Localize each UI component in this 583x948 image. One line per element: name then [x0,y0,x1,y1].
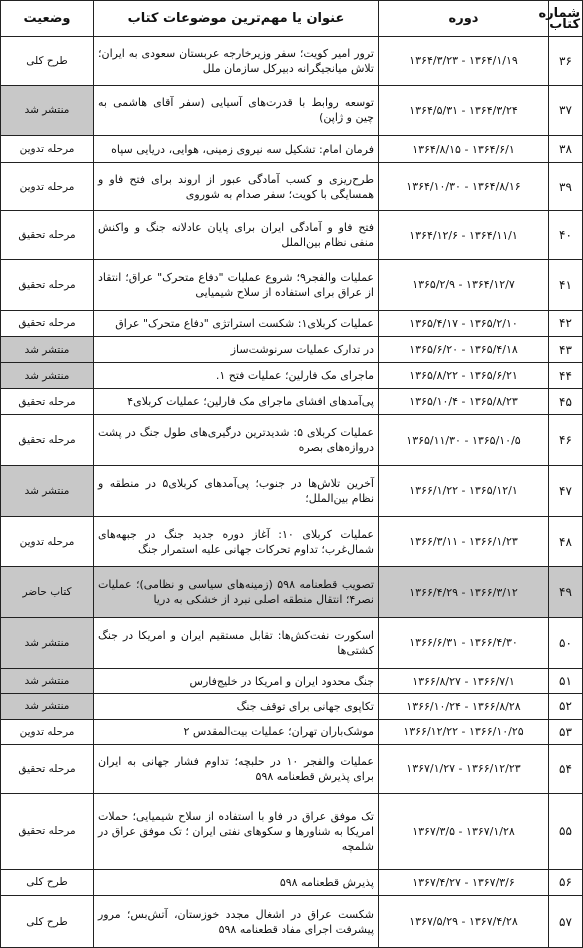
row-title: عملیات کربلای ۵: شدیدترین درگیری‌های طول جنگ در پشت دروازه‌های بصره [94,415,379,466]
row-title: ماجرای مک فارلین؛ عملیات فتح ۱. [94,363,379,388]
row-number: ۴۰ [549,211,583,260]
table-row [1,415,583,466]
row-period: ۱۳۶۶/۱۲/۲۳ - ۱۳۶۷/۱/۲۷ [379,744,549,793]
row-title: تکاپوی جهانی برای توقف جنگ [94,694,379,719]
table-row [1,85,583,136]
row-status: مرحله تدوین [1,136,94,162]
table-row [1,516,583,567]
row-title: عملیات والفجر ۱۰ در حلبچه؛ تداوم فشار جهانی به ایران برای پذیرش قطعنامه ۵۹۸ [94,744,379,793]
row-status: منتشر شد [1,618,94,669]
table-row [1,744,583,793]
row-number: ۴۵ [549,388,583,414]
row-status: مرحله تحقیق [1,744,94,793]
table-row [1,896,583,948]
row-status: طرح کلی [1,37,94,86]
row-period: ۱۳۶۵/۴/۱۸ - ۱۳۶۵/۶/۲۰ [379,337,549,363]
table-row [1,668,583,693]
row-title: پذیرش قطعنامه ۵۹۸ [94,869,379,895]
row-title: تصویب قطعنامه ۵۹۸ (زمینه‌های سیاسی و نظامی)؛ عملیات نصر۴؛ انتقال منطقه اصلی نبرد از خشکی به دریا [94,567,379,618]
row-period: ۱۳۶۵/۱۰/۵ - ۱۳۶۵/۱۱/۳۰ [379,415,549,466]
row-title: فرمان امام: تشکیل سه نیروی زمینی، هوایی، دریایی سپاه [94,136,379,162]
row-number: ۵۱ [549,668,583,693]
row-status: مرحله تحقیق [1,388,94,414]
row-number: ۵۰ [549,618,583,669]
row-number: ۳۹ [549,162,583,211]
row-title: تک موفق عراق در فاو با استفاده از سلاح شیمیایی؛ حملات امریکا به شناورها و سکوهای نفتی ایران ؛ تک موفق عراق در شلمچه [94,793,379,869]
row-number: ۴۳ [549,337,583,363]
row-number: ۴۱ [549,259,583,310]
row-number: ۴۶ [549,415,583,466]
row-period: ۱۳۶۵/۶/۲۱ - ۱۳۶۵/۸/۲۲ [379,363,549,388]
row-status: مرحله تدوین [1,516,94,567]
row-period: ۱۳۶۴/۳/۲۴ - ۱۳۶۴/۵/۳۱ [379,85,549,136]
row-status: مرحله تحقیق [1,211,94,260]
table-row [1,37,583,86]
row-status: مرحله تحقیق [1,793,94,869]
row-period: ۱۳۶۴/۶/۱ - ۱۳۶۴/۸/۱۵ [379,136,549,162]
row-title: عملیات والفجر۹؛ شروع عملیات "دفاع متحرک" عراق؛ انتقاد از عراق برای استفاده از سلاح شیمیایی [94,259,379,310]
table-row [1,465,583,516]
row-period: ۱۳۶۴/۱۲/۷ - ۱۳۶۵/۲/۹ [379,259,549,310]
header-number: شماره کتاب [549,1,583,37]
table-row [1,162,583,211]
row-title: آخرین تلاش‌ها در جنوب؛ پی‌آمدهای کربلای۵ در منطقه و نظام بین‌الملل؛ [94,465,379,516]
table-row [1,793,583,869]
row-period: ۱۳۶۵/۲/۱۰ - ۱۳۶۵/۴/۱۷ [379,310,549,336]
row-title: اسکورت نفت‌کش‌ها: تقابل مستقیم ایران و امریکا در جنگ کشتی‌ها [94,618,379,669]
row-title: عملیات کربلای ۱۰: آغاز دوره جدید جنگ در جبهه‌های شمال‌غرب؛ تداوم تحرکات جهانی علیه استمرار جنگ [94,516,379,567]
row-status: منتشر شد [1,694,94,719]
header-title: عنوان یا مهم‌ترین موضوعات کتاب [94,1,379,37]
row-period: ۱۳۶۶/۷/۱ - ۱۳۶۶/۸/۲۷ [379,668,549,693]
table-row [1,719,583,744]
row-period: ۱۳۶۴/۱۱/۱ - ۱۳۶۴/۱۲/۶ [379,211,549,260]
row-number: ۴۹ [549,567,583,618]
row-status: مرحله تحقیق [1,259,94,310]
row-status: منتشر شد [1,85,94,136]
row-number: ۳۸ [549,136,583,162]
row-number: ۳۶ [549,37,583,86]
row-number: ۵۳ [549,719,583,744]
row-status: مرحله تحقیق [1,310,94,336]
table-row [1,363,583,388]
row-title: پی‌آمدهای افشای ماجرای مک فارلین؛ عملیات کربلای۴ [94,388,379,414]
row-period: ۱۳۶۷/۴/۲۸ - ۱۳۶۷/۵/۲۹ [379,896,549,948]
row-status: طرح کلی [1,896,94,948]
row-period: ۱۳۶۶/۴/۳۰ - ۱۳۶۶/۶/۳۱ [379,618,549,669]
row-number: ۴۴ [549,363,583,388]
row-period: ۱۳۶۴/۸/۱۶ - ۱۳۶۴/۱۰/۳۰ [379,162,549,211]
row-title: در تدارک عملیات سرنوشت‌ساز [94,337,379,363]
row-period: ۱۳۶۷/۱/۲۸ - ۱۳۶۷/۳/۵ [379,793,549,869]
table-row [1,136,583,162]
row-period: ۱۳۶۶/۳/۱۲ - ۱۳۶۶/۴/۲۹ [379,567,549,618]
row-number: ۵۷ [549,896,583,948]
row-title: شکست عراق در اشغال مجدد خوزستان، آتش‌بس؛ مرور پیشرفت اجرای مفاد قطعنامه ۵۹۸ [94,896,379,948]
row-status: منتشر شد [1,465,94,516]
row-status: کتاب حاضر [1,567,94,618]
row-period: ۱۳۶۶/۱/۲۳ - ۱۳۶۶/۳/۱۱ [379,516,549,567]
row-title: موشک‌باران تهران؛ عملیات بیت‌المقدس ۲ [94,719,379,744]
header-period: دوره [379,1,549,37]
row-status: منتشر شد [1,363,94,388]
row-number: ۵۵ [549,793,583,869]
row-status: منتشر شد [1,668,94,693]
row-period: ۱۳۶۷/۳/۶ - ۱۳۶۷/۴/۲۷ [379,869,549,895]
row-title: طرح‌ریزی و کسب آمادگی عبور از اروند برای فتح فاو و همسایگی با کویت؛ سفر صدام به شوروی [94,162,379,211]
row-title: ترور امیر کویت؛ سفر وزیرخارجه عربستان سعودی به ایران؛ تلاش میانجیگرانه دبیرکل سازمان ملل [94,37,379,86]
table-body [1,37,583,948]
row-status: منتشر شد [1,337,94,363]
row-title: فتح فاو و آمادگی ایران برای پایان عادلانه جنگ و واکنش منفی نظام بین‌الملل [94,211,379,260]
table-row [1,694,583,719]
row-number: ۴۸ [549,516,583,567]
row-period: ۱۳۶۶/۱۰/۲۵ - ۱۳۶۶/۱۲/۲۲ [379,719,549,744]
row-number: ۵۶ [549,869,583,895]
row-number: ۴۷ [549,465,583,516]
table-row [1,337,583,363]
row-status: طرح کلی [1,869,94,895]
table-row [1,259,583,310]
row-number: ۴۲ [549,310,583,336]
row-period: ۱۳۶۵/۸/۲۳ - ۱۳۶۵/۱۰/۴ [379,388,549,414]
row-status: مرحله تدوین [1,162,94,211]
table-row [1,211,583,260]
table-row [1,388,583,414]
table-row [1,618,583,669]
row-status: مرحله تدوین [1,719,94,744]
table-row [1,310,583,336]
header-status: وضعیت [1,1,94,37]
row-period: ۱۳۶۶/۸/۲۸ - ۱۳۶۶/۱۰/۲۴ [379,694,549,719]
row-period: ۱۳۶۴/۱/۱۹ - ۱۳۶۴/۳/۲۳ [379,37,549,86]
row-number: ۵۲ [549,694,583,719]
table-row [1,567,583,618]
row-number: ۵۴ [549,744,583,793]
row-title: جنگ محدود ایران و امریکا در خلیج‌فارس [94,668,379,693]
row-title: عملیات کربلای۱: شکست استراتژی "دفاع متحرک" عراق [94,310,379,336]
row-period: ۱۳۶۵/۱۲/۱ - ۱۳۶۶/۱/۲۲ [379,465,549,516]
header-row [1,1,583,37]
row-number: ۳۷ [549,85,583,136]
table-row [1,869,583,895]
row-title: توسعه روابط با قدرت‌های آسیایی (سفر آقای هاشمی به چین و ژاپن) [94,85,379,136]
row-status: مرحله تحقیق [1,415,94,466]
